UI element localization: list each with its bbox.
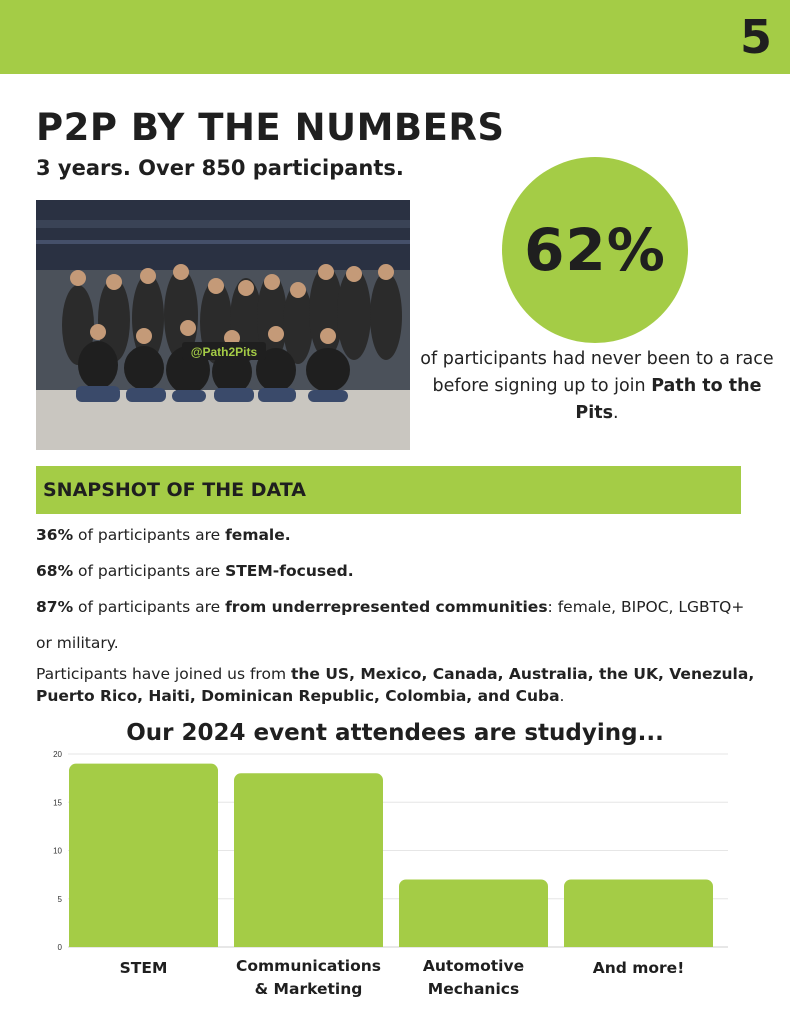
y-tick-label: 20 [53, 750, 62, 759]
group-photo-illustration [36, 200, 410, 450]
fact-percent: 87% [36, 598, 74, 616]
chart-title: Our 2024 event attendees are studying... [126, 720, 664, 746]
facts-list [36, 524, 756, 707]
group-photo [36, 200, 410, 450]
bar [399, 879, 548, 947]
countries-prefix: Participants have joined us from [36, 665, 291, 683]
category-label [389, 955, 558, 1001]
highlight-caption-bold: Path to the Pits [575, 376, 762, 423]
bar-base [564, 939, 713, 947]
fact-text: of participants are [73, 526, 226, 544]
header-bar [0, 0, 790, 74]
category-label [554, 957, 723, 980]
category-label [224, 955, 393, 1001]
bar-base [399, 939, 548, 947]
photo-watermark: @Path2Pits [190, 345, 258, 359]
y-tick-label: 15 [53, 798, 62, 808]
highlight-circle [502, 157, 688, 343]
bar [564, 879, 713, 947]
bar [69, 764, 218, 947]
countries-text [36, 663, 756, 707]
bar-chart [0, 740, 790, 955]
fact-text: of participants are [73, 598, 226, 616]
category-label-line: And more! [592, 959, 685, 977]
highlight-caption-end: . [613, 403, 619, 423]
category-label-line: & Marketing [254, 980, 363, 998]
highlight-caption [420, 346, 774, 427]
category-label [59, 957, 228, 980]
y-tick-label: 5 [57, 894, 62, 904]
snapshot-heading: SNAPSHOT OF THE DATA [43, 479, 306, 501]
fact-item [36, 589, 756, 661]
fact-item [36, 560, 756, 582]
fact-percent: 68% [36, 562, 74, 580]
bar [234, 773, 383, 947]
fact-bold: from underrepresented communities [225, 598, 548, 616]
page-title: P2P BY THE NUMBERS [36, 106, 505, 149]
page-number: 5 [739, 10, 772, 64]
fact-bold: female. [225, 526, 291, 544]
bar-base [69, 939, 218, 947]
fact-percent: 36% [36, 526, 74, 544]
fact-bold: STEM-focused. [225, 562, 354, 580]
page-subtitle: 3 years. Over 850 participants. [36, 156, 404, 180]
snapshot-banner [36, 466, 741, 514]
category-label-line: STEM [119, 959, 168, 977]
highlight-value: 62% [524, 216, 666, 284]
countries-suffix: . [559, 687, 565, 705]
category-label-line: Communications [236, 957, 381, 975]
highlight-caption-text: of participants had never been to a race before signing up to join [420, 349, 774, 396]
category-label-line: Mechanics [427, 980, 520, 998]
category-label-line: Automotive [422, 957, 525, 975]
fact-item [36, 524, 756, 546]
fact-text: of participants are [73, 562, 226, 580]
y-tick-label: 0 [57, 943, 62, 952]
bar-base [234, 939, 383, 947]
y-tick-label: 10 [53, 846, 62, 856]
fact-rest: : female, BIPOC, LGBTQ+ or military. [36, 598, 745, 652]
countries-list: the US, Mexico, Canada, Australia, the UK, Venezula, Puerto Rico, Haiti, Dominican Republic, Colombia, and Cuba [36, 665, 755, 705]
